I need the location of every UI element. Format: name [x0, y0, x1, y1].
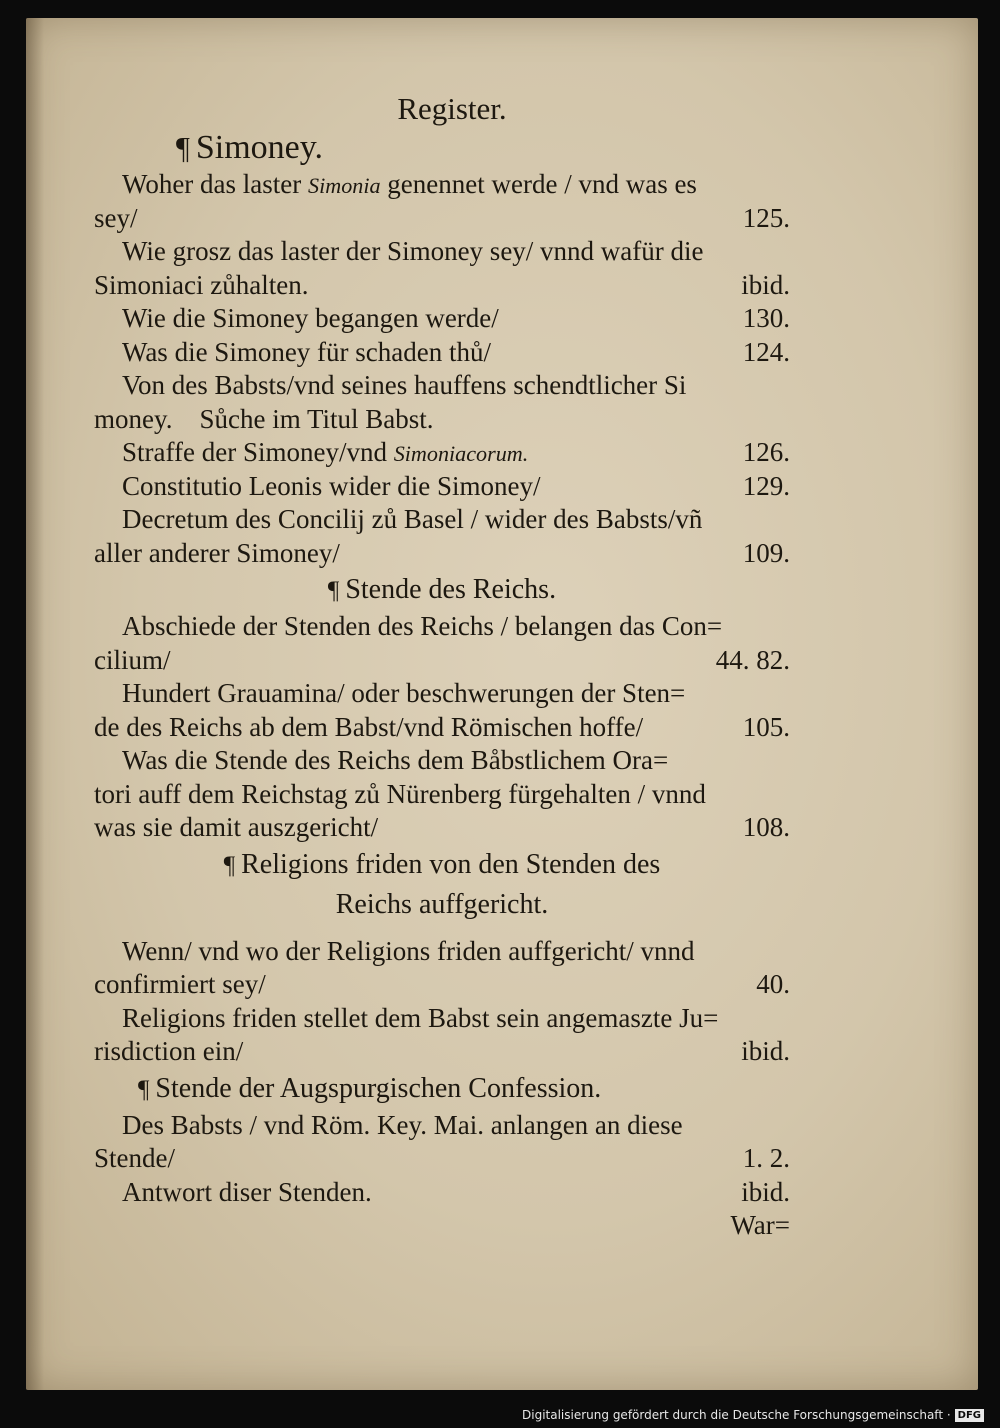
footer-text: Digitalisierung gefördert durch die Deutsche Forschungsgemeinschaft ·	[522, 1408, 951, 1422]
page-ref: 108.	[742, 812, 790, 842]
pilcrow-icon: ¶	[176, 131, 190, 165]
section-heading-augspurg: ¶ Stende der Augspurgischen Confession.	[138, 1072, 602, 1104]
section-heading-stende: ¶ Stende des Reichs.	[327, 574, 557, 605]
entry-line: Wenn/ vnd wo der Religions friden auffgericht/ vnnd	[122, 935, 695, 966]
entry-line: Antwort diser Stenden. ibid.	[94, 1176, 790, 1210]
page-ref: 1. 2.	[742, 1143, 790, 1173]
digitization-footer	[522, 1408, 984, 1422]
page-ref: 125.	[742, 202, 790, 233]
entry-line: Abschiede der Stenden des Reichs / belangen das Con=	[122, 611, 723, 641]
entry-line: Des Babsts / vnd Röm. Key. Mai. anlangen an diese	[122, 1109, 683, 1140]
entry-line: Simoniaci zůhalten. ibid.	[94, 269, 790, 303]
page-text	[94, 90, 790, 1243]
catchword: War=	[730, 1210, 790, 1240]
entry-line: Religions friden stellet dem Babst sein angemaszte Ju=	[122, 1002, 719, 1033]
page-ref: ibid.	[741, 1036, 790, 1066]
pilcrow-icon: ¶	[223, 851, 236, 879]
page-ref: 44. 82.	[715, 644, 790, 675]
entry-line: was sie damit auszgericht/ 108.	[94, 811, 790, 845]
page-ref: 40.	[756, 969, 790, 999]
book-page	[26, 18, 978, 1390]
pilcrow-icon: ¶	[138, 1075, 150, 1103]
pilcrow-icon: ¶	[327, 577, 340, 604]
entry-line: risdiction ein/ ibid.	[94, 1035, 790, 1069]
page-ref: 126.	[742, 437, 790, 467]
entry-line: Hundert Grauamina/ oder beschwerungen der Sten=	[122, 678, 686, 708]
section-heading-religionsfriden-cont: Reichs auffgericht.	[335, 888, 549, 920]
entry-line: Straffe der Simoney/vnd Simoniacorum. 126.	[94, 436, 790, 470]
section-heading-religionsfriden: ¶ Religions friden von den Stenden des	[223, 848, 661, 880]
page-ref: 109.	[742, 537, 790, 568]
entry-line: cilium/ 44. 82.	[94, 644, 790, 678]
entry-line: confirmiert sey/ 40.	[94, 968, 790, 1002]
entry-line: Von des Babsts/vnd seines hauffens schendtlicher Si	[122, 370, 687, 400]
entry-line: Woher das laster Simonia genennet werde / vnd was es	[122, 169, 697, 199]
dfg-logo-icon: DFG	[955, 1409, 984, 1422]
page-ref: ibid.	[741, 269, 790, 300]
entry-line: tori auff dem Reichstag zů Nürenberg fürgehalten / vnnd	[94, 778, 706, 809]
page-ref: 130.	[742, 303, 790, 333]
running-title: Register.	[397, 91, 507, 126]
entry-line: Wie die Simoney begangen werde/ 130.	[94, 302, 790, 336]
section-heading-simoney: ¶ Simoney.	[176, 129, 324, 166]
entry-line: Stende/ 1. 2.	[94, 1142, 790, 1176]
entry-line: de des Reichs ab dem Babst/vnd Römischen hoffe/ 105.	[94, 711, 790, 745]
entry-line: Constitutio Leonis wider die Simoney/ 129.	[94, 470, 790, 504]
entry-line: Wie grosz das laster der Simoney sey/ vnnd wafür die	[122, 236, 704, 266]
page-ref: ibid.	[741, 1176, 790, 1207]
entry-line: money. Sůche im Titul Babst.	[94, 403, 434, 434]
page-ref: 105.	[742, 711, 790, 742]
entry-line: Was die Stende des Reichs dem Båbstlichem Ora=	[122, 745, 669, 775]
entry-line: sey/ 125.	[94, 202, 790, 236]
entry-line: Decretum des Concilij zů Basel / wider des Babsts/vñ	[122, 504, 703, 534]
entry-line: Was die Simoney für schaden thů/ 124.	[94, 336, 790, 370]
entry-line: aller anderer Simoney/ 109.	[94, 537, 790, 571]
page-ref: 124.	[742, 336, 790, 367]
page-ref: 129.	[742, 470, 790, 501]
